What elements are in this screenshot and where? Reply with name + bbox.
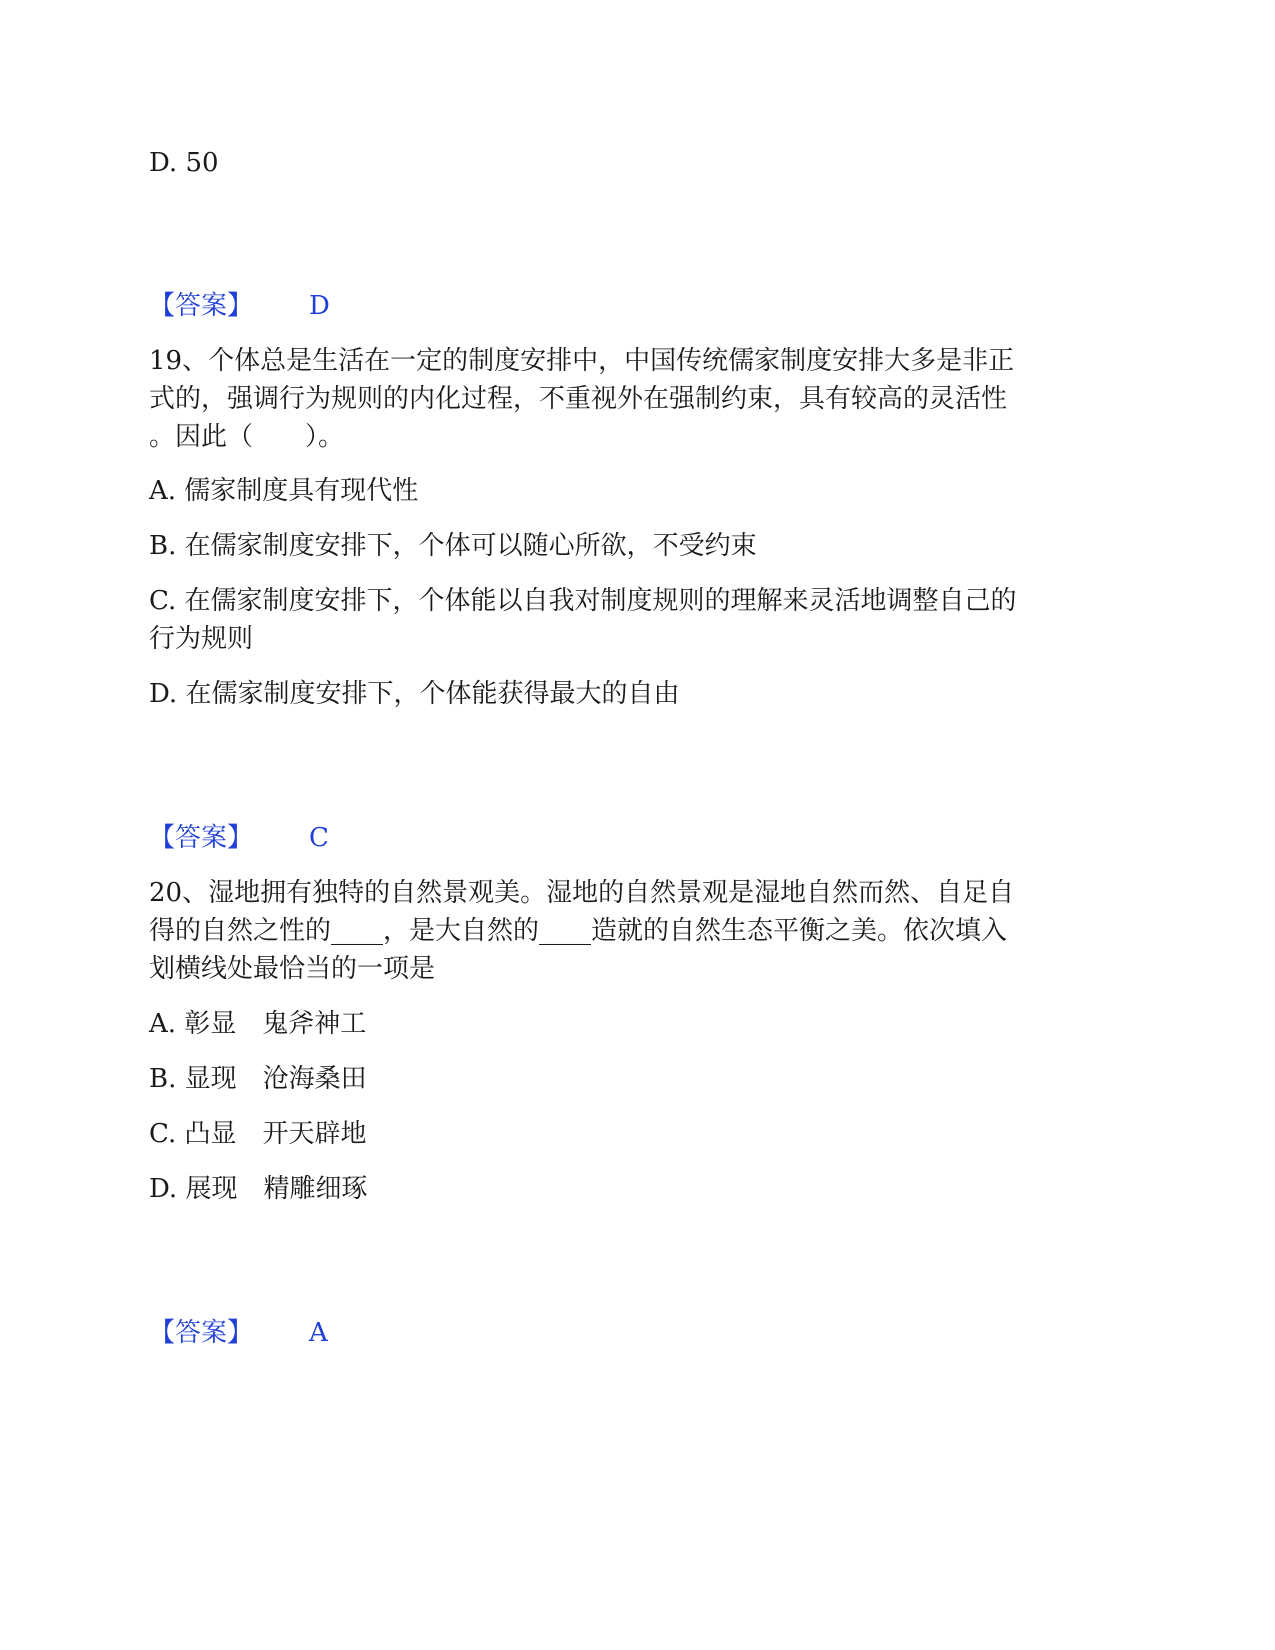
q20-stem-line-1: 20、湿地拥有独特的自然景观美。湿地的自然景观是湿地自然而然、自足自 xyxy=(149,878,1015,908)
prev-option-d: D. 50 xyxy=(149,148,219,178)
q19-stem-line-2: 式的，强调行为规则的内化过程，不重视外在强制约束，具有较高的灵活性 xyxy=(149,384,1008,414)
answer-label: 【答案】 xyxy=(149,291,254,321)
answer-label: 【答案】 xyxy=(149,823,254,853)
answer-q19 xyxy=(149,823,329,853)
answer-value: C xyxy=(309,823,329,853)
q19-option-d: D. 在儒家制度安排下，个体能获得最大的自由 xyxy=(149,679,680,709)
q20-option-c: C. 凸显 开天辟地 xyxy=(149,1119,367,1149)
q20-stem-line-3: 划横线处最恰当的一项是 xyxy=(149,954,436,984)
q20-stem-line-2: 得的自然之性的____，是大自然的____造就的自然生态平衡之美。依次填入 xyxy=(149,916,1008,946)
q20-option-b: B. 显现 沧海桑田 xyxy=(149,1064,367,1094)
q19-option-a: A. 儒家制度具有现代性 xyxy=(149,476,419,506)
q19-stem-line-3: 。因此（ ）。 xyxy=(149,422,345,452)
q19-option-b: B. 在儒家制度安排下，个体可以随心所欲，不受约束 xyxy=(149,531,757,561)
q19-stem-line-1: 19、个体总是生活在一定的制度安排中，中国传统儒家制度安排大多是非正 xyxy=(149,346,1015,376)
q20-option-d: D. 展现 精雕细琢 xyxy=(149,1174,368,1204)
answer-q18 xyxy=(149,291,330,321)
q20-option-a: A. 彰显 鬼斧神工 xyxy=(149,1009,367,1039)
q19-option-c-line-1: C. 在儒家制度安排下，个体能以自我对制度规则的理解来灵活地调整自己的 xyxy=(149,586,1017,616)
answer-label: 【答案】 xyxy=(149,1318,254,1348)
answer-value: D xyxy=(309,291,330,321)
answer-q20 xyxy=(149,1318,328,1348)
q19-option-c-line-2: 行为规则 xyxy=(149,624,254,654)
answer-value: A xyxy=(309,1318,328,1348)
